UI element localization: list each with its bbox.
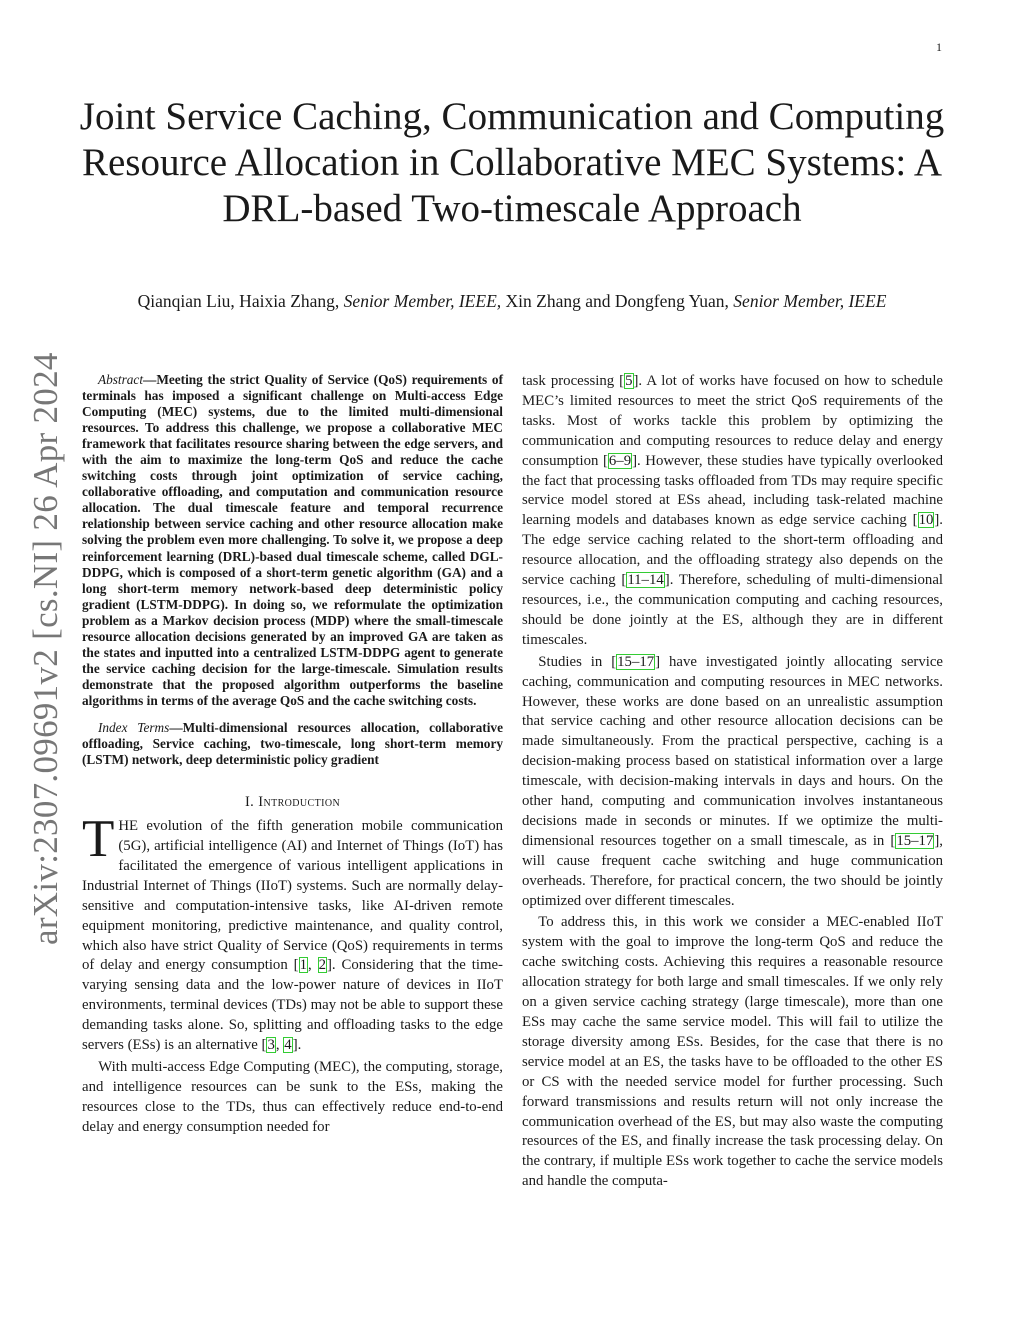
citation-link[interactable]: 6–9 xyxy=(608,452,632,469)
citation-link[interactable]: 3 xyxy=(267,1037,275,1054)
citation-link[interactable]: 15–17 xyxy=(617,653,655,670)
citation-link[interactable]: 5 xyxy=(625,373,633,389)
index-terms xyxy=(82,720,503,768)
right-paragraph-1 xyxy=(522,372,943,651)
citation-link[interactable]: 10 xyxy=(918,512,934,529)
intro-p1-text-a: evolution of the fifth generation mobile communication (5G), artificial intelligence (AI) and Internet of Things (IoT) has facilitated the emergence of various intelligent applications in Industrial Internet of Things (IIoT) systems. Such are normally delay-sensitive and computation-intensive tasks, like AI-driven remote equipment monitoring, predictive maintenance, and quality control, which also have strict Quality of Service (QoS) requirements in terms of delay and energy consumption [ xyxy=(82,818,503,974)
right-p1-text-e: ]. Therefore, scheduling of multi-dimensional resources, i.e., the communication computing and caching resources, should be done jointly at the ES, although they are in different timescales. xyxy=(522,572,944,648)
intro-p1-text-b: ]. Considering that the time-varying sensing data and the low-power nature of devices in IIoT environments, terminal devices (TDs) may not be able to support these demanding tasks alone. So, splitting and offloading tasks to the edge servers (ESs) is an alternative [ xyxy=(82,957,503,1054)
author-role-1: Senior Member, IEEE, xyxy=(343,291,502,311)
right-p1-text-d: ]. The edge service caching related to the short-term offloading and resource allocation, and the offloading strategy also depends on the service caching [ xyxy=(522,512,943,589)
left-column xyxy=(82,372,503,1138)
right-paragraph-2 xyxy=(522,653,943,912)
author-names-1: Qianqian Liu, Haixia Zhang, xyxy=(137,291,344,311)
abstract-dash: — xyxy=(143,372,157,387)
right-p2-text-a: Studies in [ xyxy=(538,653,617,670)
citation-separator: , xyxy=(307,957,318,974)
citation-close: ]. xyxy=(292,1037,302,1054)
abstract-text: Meeting the strict Quality of Service (QoS) requirements of terminals has imposed a significant challenge on Multi-access Edge Computing (MEC) systems, due to the limited multi-dimensional resources. To address this challenge, we propose a collaborative MEC framework that facilitates resource sharing between the edge servers, and with the aim to maximize the long-term QoS and reduce the cache switching costs through joint optimization of service caching, collaborative offloading, and computation and communication resource allocation. The dual timescale feature and temporal recurrence relationship between service caching and other resource allocation make solving the problem even more challenging. To solve it, we propose a deep reinforcement learning (DRL)-based dual timescale scheme, called DGL-DDPG, which is composed of a short-term genetic algorithm (GA) and a long short-term memory network-based deep deterministic policy gradient (LSTM-DDPG). In doing so, we reformulate the optimization problem as a Markov decision process (MDP) where the small-timescale resource allocation decisions generated by an improved GA are taken as the states and inputted into a centralized LSTM-DDPG agent to generate the service caching decision for the large-timescale. Simulation results demonstrate that the proposed algorithm outperforms the baseline algorithms in terms of the average QoS and the cache switching costs. xyxy=(82,372,503,708)
index-terms-dash: — xyxy=(169,719,183,735)
index-terms-label: Index Terms xyxy=(97,719,170,735)
citation-link[interactable]: 2 xyxy=(318,957,326,974)
author-line xyxy=(40,291,984,312)
intro-first-word: HE xyxy=(118,818,139,835)
right-column xyxy=(522,372,943,1192)
right-p1-text-c: ]. However, these studies have typically overlooked the fact that processing tasks offloaded from TDs may require specific service model stored at ESs ahead, including task-related machine learning models and databases known as edge service caching [ xyxy=(522,452,944,529)
right-p1-text-b: ]. A lot of works have focused on how to schedule MEC’s limited resources to meet the strict QoS requirements of the tasks. Most of works tackle this problem by optimizing the communication and computing resources to reduce delay and energy consumption [ xyxy=(522,373,943,469)
author-role-2: Senior Member, IEEE xyxy=(733,291,887,311)
right-p2-text-c: ], will cause frequent cache switching and huge communication overheads. Therefore, for practical concern, the two should be jointly optimized over different timescales. xyxy=(522,832,943,909)
drop-cap: T xyxy=(82,810,115,869)
arxiv-watermark: arXiv:2307.09691v2 [cs.NI] 26 Apr 2024 xyxy=(26,352,65,945)
page-number: 1 xyxy=(936,40,942,54)
intro-paragraph-2: With multi-access Edge Computing (MEC), the computing, storage, and intelligence resources can be sunk to the ESs, making the resources close to the TDs, thus can effectively reduce end-to-end delay and energy consumption needed for xyxy=(82,1059,503,1135)
right-paragraph-3: To address this, in this work we consider a MEC-enabled IIoT system with the goal to improve the long-term QoS and reduce the cache switching costs. Achieving this requires a reasonable resource allocation strategy for both large and small timescales. If we only rely on a given service caching strategy (large timescale), more than one ESs may cache the same service model. This will fail to utilize the storage diversity among ESs. Besides, for the case that there is no service model at an ES, the tasks have to be offloaded to the other ES or CS with the needed service model for further processing. Such forward transmissions and results return will not only increase the communication overhead of the ES, but may also waste the computing resources of the ES, and finally increase the task processing delay. On the contrary, if multiple ESs work together to cache the service models and handle the computa- xyxy=(522,914,943,1190)
right-p1-text-a: task processing [ xyxy=(522,373,625,389)
citation-link[interactable]: 1 xyxy=(299,957,307,974)
section-heading-introduction: I. Introduction xyxy=(244,794,341,811)
paper-title: Joint Service Caching, Communication and Computing Resource Allocation in Collaborative MEC Systems: A DRL-based Two-timescale Approach xyxy=(79,95,945,230)
citation-separator: , xyxy=(275,1037,284,1054)
citation-link[interactable]: 11–14 xyxy=(627,572,664,589)
abstract-label: Abstract xyxy=(97,372,144,387)
author-names-2: Xin Zhang and Dongfeng Yuan, xyxy=(501,291,734,311)
citation-link[interactable]: 4 xyxy=(284,1037,292,1054)
index-terms-text: Multi-dimensional resources allocation, collaborative offloading, Service caching, two-timescale, long short-term memory (LSTM) network, deep deterministic policy gradient xyxy=(82,719,503,768)
right-p2-text-b: ] have investigated jointly allocating service caching, communication and computing resources in MEC networks. However, these works are done based on an unrealistic assumption that service caching and other resource allocation decisions can be made simultaneously. From the practical perspective, caching is a decision-making process based on statistical information over a large timescale, with decision-making intervals in days and hours. On the other hand, computing and communication involves instantaneous decisions made in seconds or minutes. If we optimize the multi-dimensional resources together on a small timescale, as in [ xyxy=(522,653,944,849)
citation-link[interactable]: 15–17 xyxy=(896,832,934,849)
intro-paragraph-1 xyxy=(82,810,503,1056)
abstract xyxy=(82,372,503,709)
